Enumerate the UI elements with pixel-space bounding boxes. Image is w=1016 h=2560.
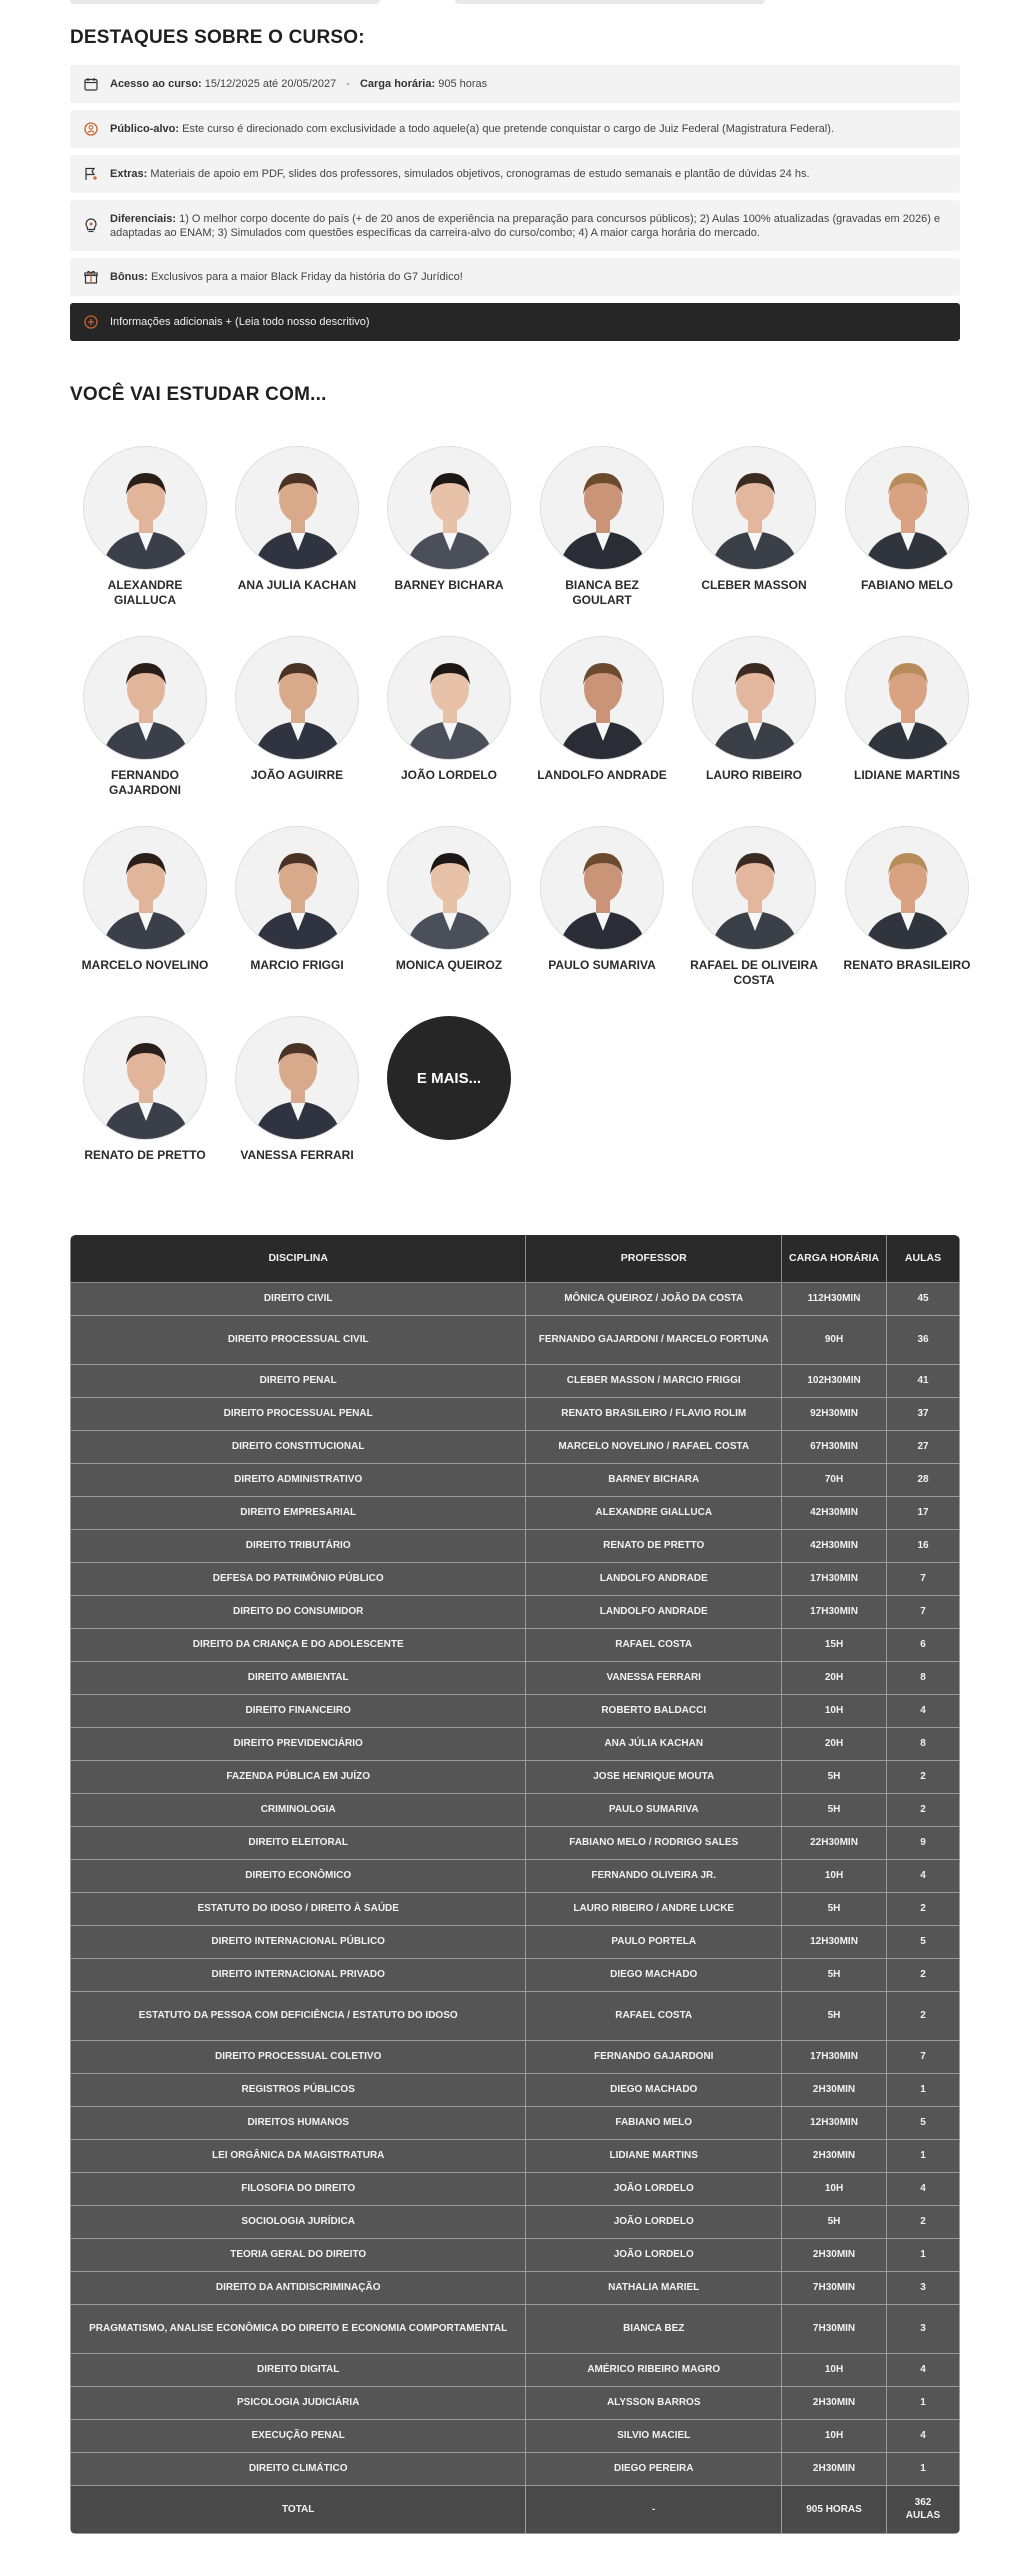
cell-discipline: DIREITO DA ANTIDISCRIMINAÇÃO — [71, 2271, 526, 2304]
table-row — [71, 1793, 960, 1826]
cell-lessons: 1 — [887, 2238, 960, 2271]
cell-discipline: DIREITO PROCESSUAL CIVIL — [71, 1315, 526, 1364]
teacher-photo — [235, 1016, 359, 1140]
table-row — [71, 2073, 960, 2106]
total-cell-professor: - — [526, 2485, 782, 2533]
table-row — [71, 1925, 960, 1958]
cell-discipline: DIREITO TRIBUTÁRIO — [71, 1529, 526, 1562]
highlights-list — [70, 65, 960, 341]
table-row — [71, 1727, 960, 1760]
table-row — [71, 1859, 960, 1892]
cell-discipline: DIREITO CIVIL — [71, 1282, 526, 1315]
cell-lessons: 4 — [887, 1859, 960, 1892]
cell-workload: 42H30MIN — [782, 1496, 887, 1529]
teacher-name: FABIANO MELO — [861, 578, 953, 592]
cell-lessons: 1 — [887, 2139, 960, 2172]
cell-professor: FERNANDO GAJARDONI / MARCELO FORTUNA — [526, 1315, 782, 1364]
cell-discipline: DIREITO EMPRESARIAL — [71, 1496, 526, 1529]
teacher-card — [832, 446, 982, 593]
cell-lessons: 2 — [887, 1793, 960, 1826]
teacher-photo — [692, 826, 816, 950]
table-row — [71, 1364, 960, 1397]
teacher-photo — [83, 1016, 207, 1140]
table-row — [71, 1315, 960, 1364]
teacher-card — [222, 636, 372, 783]
cell-discipline: PRAGMATISMO, ANALISE ECONÔMICA DO DIREITO E ECONOMIA COMPORTAMENTAL — [71, 2304, 526, 2353]
table-row — [71, 1661, 960, 1694]
cell-discipline: DIREITO PROCESSUAL PENAL — [71, 1397, 526, 1430]
cell-lessons: 4 — [887, 1694, 960, 1727]
cell-professor: JOÃO LORDELO — [526, 2238, 782, 2271]
teachers-title: VOCÊ VAI ESTUDAR COM... — [70, 384, 327, 405]
more-info-button[interactable] — [70, 303, 960, 341]
header-workload: CARGA HORÁRIA — [782, 1235, 887, 1282]
cell-lessons: 3 — [887, 2304, 960, 2353]
teacher-photo — [845, 446, 969, 570]
cell-lessons: 2 — [887, 1958, 960, 1991]
cell-professor: RAFAEL COSTA — [526, 1628, 782, 1661]
table-row — [71, 2172, 960, 2205]
table-row — [71, 2139, 960, 2172]
cell-workload: 17H30MIN — [782, 1562, 887, 1595]
cell-professor: CLEBER MASSON / MARCIO FRIGGI — [526, 1364, 782, 1397]
teacher-photo — [387, 636, 511, 760]
teacher-card — [70, 446, 220, 608]
target-text: Público-alvo: Este curso é direcionado com exclusividade a todo aquele(a) que pretende conquistar o cargo de Juiz Federal (Magistratura Federal). — [110, 123, 834, 135]
teacher-photo — [692, 446, 816, 570]
teacher-photo — [387, 826, 511, 950]
workload-text: Carga horária: 905 horas — [359, 78, 488, 90]
cell-discipline: DIREITO ADMINISTRATIVO — [71, 1463, 526, 1496]
cell-discipline: FAZENDA PÚBLICA EM JUÍZO — [71, 1760, 526, 1793]
teacher-name: JOÃO AGUIRRE — [250, 768, 344, 782]
cell-lessons: 1 — [887, 2386, 960, 2419]
table-row — [71, 2205, 960, 2238]
cell-workload: 5H — [782, 1991, 887, 2040]
teacher-photo — [387, 446, 511, 570]
extras-text: Extras: Materiais de apoio em PDF, slides dos professores, simulados objetivos, cronogramas de estudo semanais e plantão de dúvidas 24 hs. — [110, 168, 810, 180]
cell-workload: 92H30MIN — [782, 1397, 887, 1430]
cell-professor: ANA JÚLIA KACHAN — [526, 1727, 782, 1760]
cell-discipline: DIREITO AMBIENTAL — [71, 1661, 526, 1694]
cell-professor: JOÃO LORDELO — [526, 2172, 782, 2205]
cell-discipline: REGISTROS PÚBLICOS — [71, 2073, 526, 2106]
cell-lessons: 4 — [887, 2419, 960, 2452]
cell-workload: 7H30MIN — [782, 2271, 887, 2304]
teacher-photo — [540, 826, 664, 950]
cell-discipline: DIREITO ECONÔMICO — [71, 1859, 526, 1892]
cell-discipline: DIREITO ELEITORAL — [71, 1826, 526, 1859]
teacher-name: JOÃO LORDELO — [400, 768, 497, 782]
cell-workload: 20H — [782, 1727, 887, 1760]
cell-discipline: SOCIOLOGIA JURÍDICA — [71, 2205, 526, 2238]
cell-discipline: DIREITO DA CRIANÇA E DO ADOLESCENTE — [71, 1628, 526, 1661]
cell-lessons: 1 — [887, 2073, 960, 2106]
cell-workload: 70H — [782, 1463, 887, 1496]
cell-discipline: DIREITO PROCESSUAL COLETIVO — [71, 2040, 526, 2073]
teacher-photo — [692, 636, 816, 760]
cell-professor: VANESSA FERRARI — [526, 1661, 782, 1694]
cell-workload: 2H30MIN — [782, 2073, 887, 2106]
cell-professor: JOSE HENRIQUE MOUTA — [526, 1760, 782, 1793]
cell-lessons: 2 — [887, 2205, 960, 2238]
teacher-card — [70, 826, 220, 973]
info-row-differentials — [70, 200, 960, 251]
teacher-photo — [845, 636, 969, 760]
table-row — [71, 1958, 960, 1991]
table-row — [71, 2353, 960, 2386]
cell-professor: ALEXANDRE GIALLUCA — [526, 1496, 782, 1529]
cell-professor: NATHALIA MARIEL — [526, 2271, 782, 2304]
teacher-name: FERNANDO GAJARDONI — [108, 768, 181, 797]
table-row — [71, 1282, 960, 1315]
cell-workload: 15H — [782, 1628, 887, 1661]
table-row — [71, 1463, 960, 1496]
cell-lessons: 8 — [887, 1727, 960, 1760]
teacher-name: LIDIANE MARTINS — [854, 768, 960, 782]
table-row — [71, 2419, 960, 2452]
cell-professor: FERNANDO OLIVEIRA JR. — [526, 1859, 782, 1892]
table-row — [71, 1430, 960, 1463]
cell-discipline: EXECUÇÃO PENAL — [71, 2419, 526, 2452]
cell-professor: ROBERTO BALDACCI — [526, 1694, 782, 1727]
cell-lessons: 45 — [887, 1282, 960, 1315]
cell-discipline: DIREITO PREVIDENCIÁRIO — [71, 1727, 526, 1760]
separator: - — [346, 78, 350, 90]
table-row — [71, 2238, 960, 2271]
cell-lessons: 7 — [887, 1595, 960, 1628]
cell-lessons: 41 — [887, 1364, 960, 1397]
cell-workload: 10H — [782, 2172, 887, 2205]
cell-discipline: DIREITO DIGITAL — [71, 2353, 526, 2386]
teacher-name: BIANCA BEZ GOULART — [565, 578, 639, 607]
teacher-name: MONICA QUEIROZ — [395, 958, 503, 972]
cell-professor: FABIANO MELO — [526, 2106, 782, 2139]
cell-discipline: PSICOLOGIA JUDICIÁRIA — [71, 2386, 526, 2419]
cell-discipline: DIREITO CONSTITUCIONAL — [71, 1430, 526, 1463]
teacher-photo — [540, 446, 664, 570]
cell-discipline: ESTATUTO DA PESSOA COM DEFICIÊNCIA / ESTATUTO DO IDOSO — [71, 1991, 526, 2040]
cell-workload: 112H30MIN — [782, 1282, 887, 1315]
table-row — [71, 1496, 960, 1529]
table-row — [71, 2304, 960, 2353]
target-icon — [82, 120, 100, 138]
access-text: Acesso ao curso: 15/12/2025 até 20/05/2027 — [110, 78, 337, 90]
cell-lessons: 5 — [887, 2106, 960, 2139]
cell-workload: 5H — [782, 1793, 887, 1826]
table-total-row — [71, 2485, 960, 2533]
cell-lessons: 4 — [887, 2353, 960, 2386]
cell-lessons: 17 — [887, 1496, 960, 1529]
cell-professor: DIEGO PEREIRA — [526, 2452, 782, 2485]
teacher-card — [222, 1016, 372, 1163]
cell-discipline: TEORIA GERAL DO DIREITO — [71, 2238, 526, 2271]
cell-workload: 42H30MIN — [782, 1529, 887, 1562]
cell-professor: FERNANDO GAJARDONI — [526, 2040, 782, 2073]
table-row — [71, 1991, 960, 2040]
differentials-text: Diferenciais: 1) O melhor corpo docente do país (+ de 20 anos de experiência na preparação para concursos públicos); 2) Aulas 100% atualizadas (gravadas em 2026) e adaptadas ao ENAM; 3) Simulados com questões específicas da carreira-alvo do curso/combo; 4) A maior carga horária do mercado. — [110, 212, 941, 239]
total-cell-workload: 905 HORAS — [782, 2485, 887, 2533]
table-row — [71, 1694, 960, 1727]
table-row — [71, 1562, 960, 1595]
cell-workload: 2H30MIN — [782, 2386, 887, 2419]
teacher-photo — [83, 446, 207, 570]
cell-professor: LAURO RIBEIRO / ANDRE LUCKE — [526, 1892, 782, 1925]
cell-lessons: 2 — [887, 1991, 960, 2040]
plus-circle-icon — [82, 313, 100, 331]
cell-workload: 5H — [782, 1892, 887, 1925]
teacher-photo — [235, 636, 359, 760]
teacher-name: MARCIO FRIGGI — [250, 958, 344, 972]
cell-lessons: 2 — [887, 1760, 960, 1793]
table-row — [71, 2106, 960, 2139]
cell-lessons: 5 — [887, 1925, 960, 1958]
cell-lessons: 6 — [887, 1628, 960, 1661]
cell-discipline: DIREITO INTERNACIONAL PÚBLICO — [71, 1925, 526, 1958]
teacher-card — [527, 446, 677, 608]
cell-discipline: CRIMINOLOGIA — [71, 1793, 526, 1826]
cell-professor: PAULO SUMARIVA — [526, 1793, 782, 1826]
cell-workload: 102H30MIN — [782, 1364, 887, 1397]
plus-flag-icon — [82, 165, 100, 183]
table-row — [71, 1595, 960, 1628]
cell-professor: RENATO DE PRETTO — [526, 1529, 782, 1562]
info-row-target — [70, 110, 960, 148]
cell-professor: FABIANO MELO / RODRIGO SALES — [526, 1826, 782, 1859]
cell-discipline: DIREITO DO CONSUMIDOR — [71, 1595, 526, 1628]
header-lessons: AULAS — [887, 1235, 960, 1282]
cell-discipline: DIREITO INTERNACIONAL PRIVADO — [71, 1958, 526, 1991]
teacher-name: BARNEY BICHARA — [394, 578, 504, 592]
cell-lessons: 28 — [887, 1463, 960, 1496]
teacher-card — [222, 826, 372, 973]
cell-workload: 17H30MIN — [782, 1595, 887, 1628]
teacher-photo — [235, 446, 359, 570]
cell-lessons: 7 — [887, 2040, 960, 2073]
cell-lessons: 36 — [887, 1315, 960, 1364]
info-row-bonus — [70, 258, 960, 296]
teacher-card — [679, 826, 829, 988]
table-row — [71, 1826, 960, 1859]
table-row — [71, 1397, 960, 1430]
teacher-name: PAULO SUMARIVA — [548, 958, 656, 972]
teacher-card — [374, 446, 524, 593]
cell-discipline: DIREITOS HUMANOS — [71, 2106, 526, 2139]
cell-professor: LANDOLFO ANDRADE — [526, 1595, 782, 1628]
teacher-photo — [540, 636, 664, 760]
table-row — [71, 1529, 960, 1562]
teacher-card — [832, 826, 982, 973]
course-schedule-table — [70, 1235, 960, 2534]
cell-lessons: 16 — [887, 1529, 960, 1562]
cell-professor: LANDOLFO ANDRADE — [526, 1562, 782, 1595]
cell-workload: 7H30MIN — [782, 2304, 887, 2353]
teacher-name: MARCELO NOVELINO — [81, 958, 209, 972]
table-row — [71, 2271, 960, 2304]
table-row — [71, 2386, 960, 2419]
teacher-card — [527, 636, 677, 783]
info-row-extras — [70, 155, 960, 193]
cell-workload: 67H30MIN — [782, 1430, 887, 1463]
cell-workload: 22H30MIN — [782, 1826, 887, 1859]
teacher-name: RENATO BRASILEIRO — [843, 958, 971, 972]
table-row — [71, 1760, 960, 1793]
top-card-edge-right — [455, 0, 765, 4]
teacher-photo — [235, 826, 359, 950]
calendar-icon — [82, 75, 100, 93]
teacher-card — [374, 826, 524, 973]
teacher-card — [679, 636, 829, 783]
teacher-name: RAFAEL DE OLIVEIRA COSTA — [690, 958, 818, 987]
cell-professor: SILVIO MACIEL — [526, 2419, 782, 2452]
total-cell-lessons: 362 AULAS — [887, 2485, 960, 2533]
table-row — [71, 1892, 960, 1925]
cell-workload: 5H — [782, 1760, 887, 1793]
cell-workload: 2H30MIN — [782, 2452, 887, 2485]
more-teachers-button[interactable]: E MAIS... — [387, 1016, 511, 1140]
cell-lessons: 7 — [887, 1562, 960, 1595]
cell-discipline: ESTATUTO DO IDOSO / DIREITO À SAÚDE — [71, 1892, 526, 1925]
cell-professor: RAFAEL COSTA — [526, 1991, 782, 2040]
highlights-title: DESTAQUES SOBRE O CURSO: — [70, 27, 365, 48]
total-cell-discipline: TOTAL — [71, 2485, 526, 2533]
table-row — [71, 2452, 960, 2485]
cell-professor: MÔNICA QUEIROZ / JOÃO DA COSTA — [526, 1282, 782, 1315]
cell-workload: 17H30MIN — [782, 2040, 887, 2073]
top-card-edge-left — [70, 0, 380, 4]
teacher-card — [832, 636, 982, 783]
cell-professor: DIEGO MACHADO — [526, 1958, 782, 1991]
teacher-photo — [83, 636, 207, 760]
cell-professor: AMÉRICO RIBEIRO MAGRO — [526, 2353, 782, 2386]
cell-lessons: 4 — [887, 2172, 960, 2205]
cell-workload: 12H30MIN — [782, 2106, 887, 2139]
cell-lessons: 2 — [887, 1892, 960, 1925]
bonus-text: Bônus: Exclusivos para a maior Black Friday da história do G7 Jurídico! — [110, 271, 463, 283]
teacher-card — [527, 826, 677, 973]
cell-discipline: FILOSOFIA DO DIREITO — [71, 2172, 526, 2205]
cell-lessons: 9 — [887, 1826, 960, 1859]
cell-lessons: 1 — [887, 2452, 960, 2485]
cell-professor: RENATO BRASILEIRO / FLAVIO ROLIM — [526, 1397, 782, 1430]
cell-lessons: 37 — [887, 1397, 960, 1430]
table-row — [71, 2040, 960, 2073]
cell-professor: BIANCA BEZ — [526, 2304, 782, 2353]
table-header-row — [71, 1235, 960, 1282]
teacher-card — [679, 446, 829, 593]
cell-workload: 5H — [782, 2205, 887, 2238]
cell-workload: 10H — [782, 2419, 887, 2452]
cell-lessons: 3 — [887, 2271, 960, 2304]
table-row — [71, 1628, 960, 1661]
teacher-card — [70, 1016, 220, 1163]
cell-professor: BARNEY BICHARA — [526, 1463, 782, 1496]
cell-workload: 2H30MIN — [782, 2238, 887, 2271]
teacher-card — [222, 446, 372, 593]
cell-workload: 2H30MIN — [782, 2139, 887, 2172]
cell-discipline: DEFESA DO PATRIMÔNIO PÚBLICO — [71, 1562, 526, 1595]
teacher-name: LAURO RIBEIRO — [706, 768, 802, 782]
lightbulb-icon — [82, 217, 100, 235]
cell-lessons: 8 — [887, 1661, 960, 1694]
cell-discipline: LEI ORGÂNICA DA MAGISTRATURA — [71, 2139, 526, 2172]
header-professor: PROFESSOR — [526, 1235, 782, 1282]
cell-workload: 12H30MIN — [782, 1925, 887, 1958]
cell-workload: 10H — [782, 1694, 887, 1727]
teacher-name: VANESSA FERRARI — [240, 1148, 354, 1162]
cell-professor: DIEGO MACHADO — [526, 2073, 782, 2106]
header-discipline: DISCIPLINA — [71, 1235, 526, 1282]
teacher-name: CLEBER MASSON — [701, 578, 807, 592]
teacher-photo — [83, 826, 207, 950]
cell-workload: 5H — [782, 1958, 887, 1991]
teacher-name: RENATO DE PRETTO — [84, 1148, 206, 1162]
teacher-card — [374, 636, 524, 783]
teacher-photo — [845, 826, 969, 950]
cell-workload: 90H — [782, 1315, 887, 1364]
cell-discipline: DIREITO CLIMÁTICO — [71, 2452, 526, 2485]
cell-discipline: DIREITO PENAL — [71, 1364, 526, 1397]
gift-icon — [82, 268, 100, 286]
cell-workload: 10H — [782, 1859, 887, 1892]
teacher-card — [70, 636, 220, 798]
cell-lessons: 27 — [887, 1430, 960, 1463]
teacher-name: ANA JULIA KACHAN — [237, 578, 357, 592]
cell-professor: JOÃO LORDELO — [526, 2205, 782, 2238]
more-teachers-card — [374, 1016, 524, 1140]
cell-professor: PAULO PORTELA — [526, 1925, 782, 1958]
cell-workload: 10H — [782, 2353, 887, 2386]
info-row-access — [70, 65, 960, 103]
cell-professor: LIDIANE MARTINS — [526, 2139, 782, 2172]
teacher-name: LANDOLFO ANDRADE — [537, 768, 667, 782]
cell-workload: 20H — [782, 1661, 887, 1694]
more-info-label: Informações adicionais + (Leia todo nosso descritivo) — [110, 316, 370, 328]
cell-professor: MARCELO NOVELINO / RAFAEL COSTA — [526, 1430, 782, 1463]
cell-discipline: DIREITO FINANCEIRO — [71, 1694, 526, 1727]
teacher-name: ALEXANDRE GIALLUCA — [107, 578, 183, 607]
cell-professor: ALYSSON BARROS — [526, 2386, 782, 2419]
